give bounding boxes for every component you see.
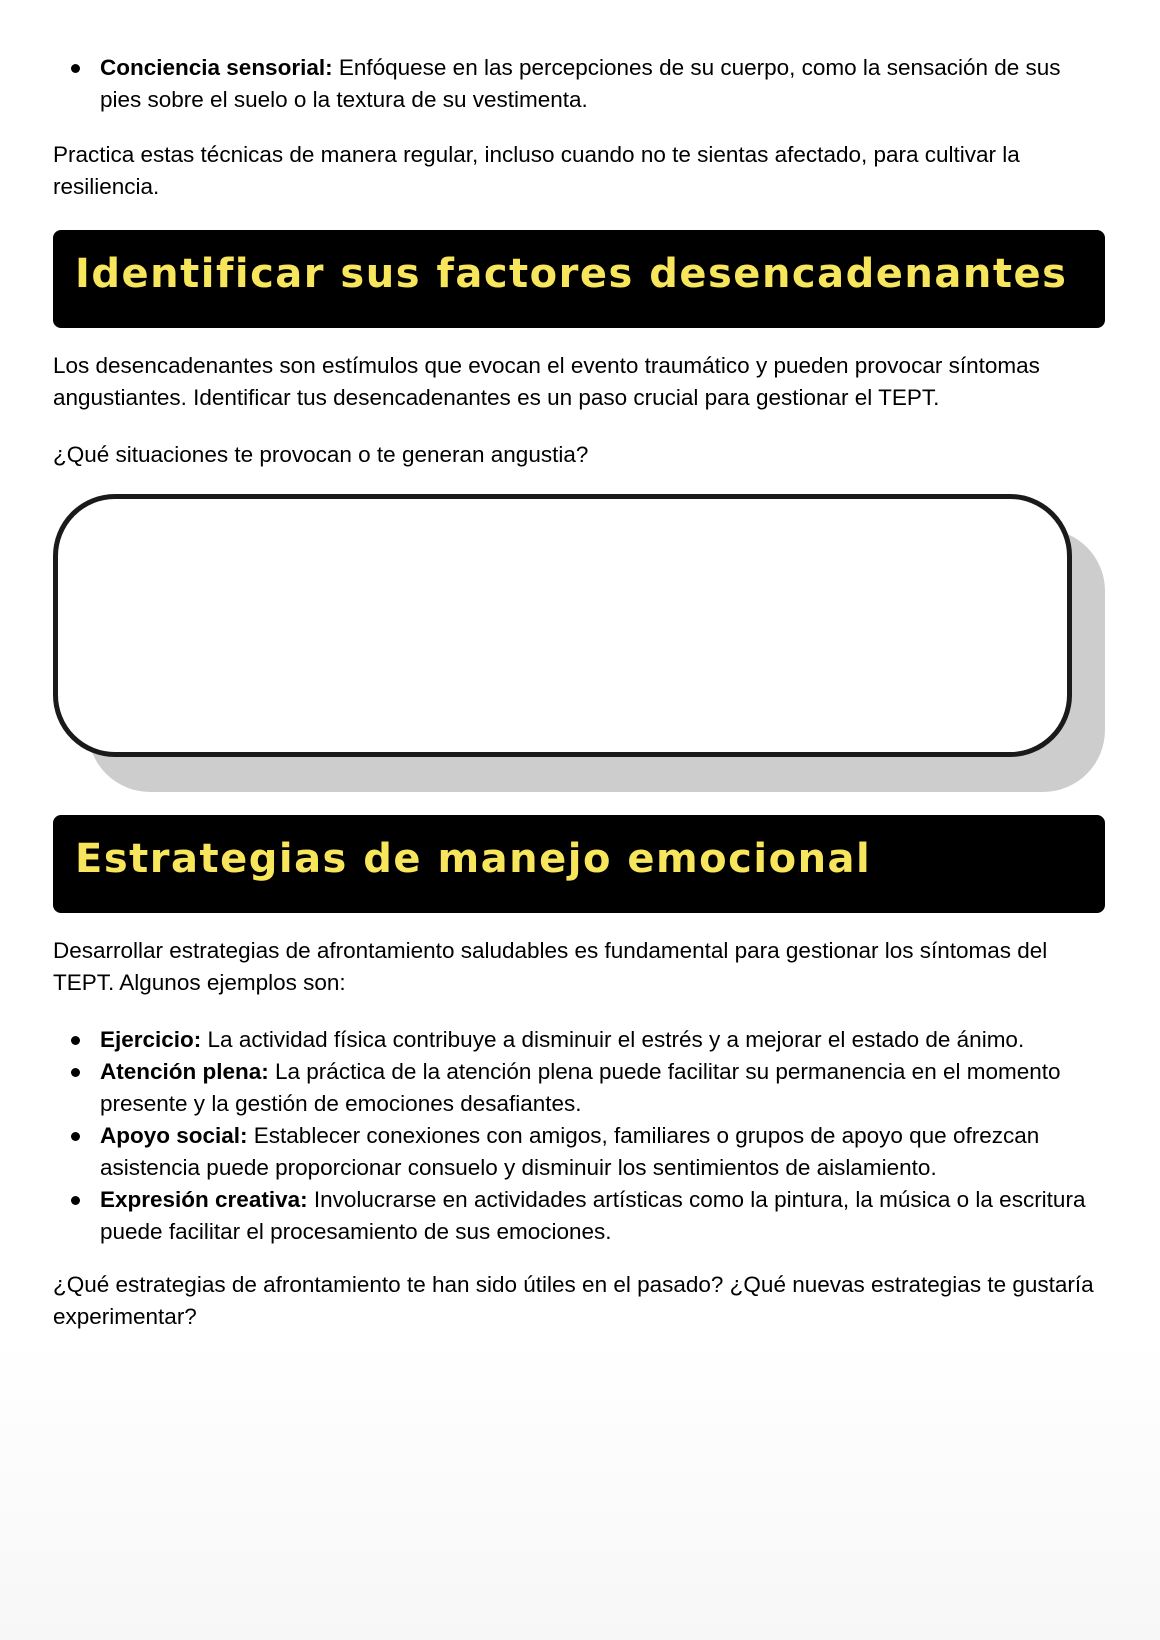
bullet-term: Ejercicio:: [100, 1027, 202, 1052]
list-item: [53, 52, 1105, 116]
sensory-bullet-list: [53, 52, 1105, 116]
list-item: [53, 1184, 1105, 1248]
bullet-dot: [71, 64, 80, 73]
bullet-term: Apoyo social:: [100, 1123, 248, 1148]
section-title-strategies: Estrategias de manejo emocional: [75, 836, 872, 882]
strategies-paragraph: Desarrollar estrategias de afrontamiento saludables es fundamental para gestionar los síntomas del TEPT. Algunos ejemplos son:: [53, 938, 1048, 995]
section-header-triggers: [53, 230, 1105, 328]
bullet-term: Expresión creativa:: [100, 1187, 308, 1212]
triggers-question: ¿Qué situaciones te provocan o te generan angustia?: [53, 442, 589, 467]
bullet-dot: [71, 1068, 80, 1077]
triggers-answer-box[interactable]: [53, 494, 1072, 757]
bullet-text: La práctica de la atención plena puede facilitar su permanencia en el momento presente y la gestión de emociones desafiantes.: [100, 1059, 1061, 1116]
strategies-question: ¿Qué estrategias de afrontamiento te han sido útiles en el pasado? ¿Qué nuevas estrategias te gustaría experimentar?: [53, 1272, 1094, 1329]
bullet-term: Atención plena:: [100, 1059, 269, 1084]
triggers-paragraph: Los desencadenantes son estímulos que evocan el evento traumático y pueden provocar síntomas angustiantes. Identificar tus desencadenantes es un paso crucial para gestionar el TEPT.: [53, 353, 1040, 410]
practice-paragraph: Practica estas técnicas de manera regular, incluso cuando no te sientas afectado, para cultivar la resiliencia.: [53, 142, 1020, 199]
bullet-text: La actividad física contribuye a disminuir el estrés y a mejorar el estado de ánimo.: [201, 1027, 1025, 1052]
bullet-text: Establecer conexiones con amigos, familiares o grupos de apoyo que ofrezcan asistencia puede proporcionar consuelo y disminuir los sentimientos de aislamiento.: [100, 1123, 1040, 1180]
triggers-answer-area: [53, 494, 1105, 792]
bullet-text: Enfóquese en las percepciones de su cuerpo, como la sensación de sus pies sobre el suelo o la textura de su vestimenta.: [100, 55, 1061, 112]
list-item: [53, 1024, 1105, 1056]
document-page: [53, 0, 1105, 1333]
list-item: [53, 1056, 1105, 1120]
bullet-term: Conciencia sensorial:: [100, 55, 333, 80]
list-item: [53, 1120, 1105, 1184]
bullet-dot: [71, 1036, 80, 1045]
bullet-dot: [71, 1132, 80, 1141]
section-title-triggers: Identificar sus factores desencadenantes: [75, 251, 1068, 297]
bullet-dot: [71, 1196, 80, 1205]
bullet-text: Involucrarse en actividades artísticas como la pintura, la música o la escritura puede facilitar el procesamiento de sus emociones.: [100, 1187, 1086, 1244]
strategies-bullet-list: [53, 1024, 1105, 1248]
section-header-strategies: [53, 815, 1105, 913]
